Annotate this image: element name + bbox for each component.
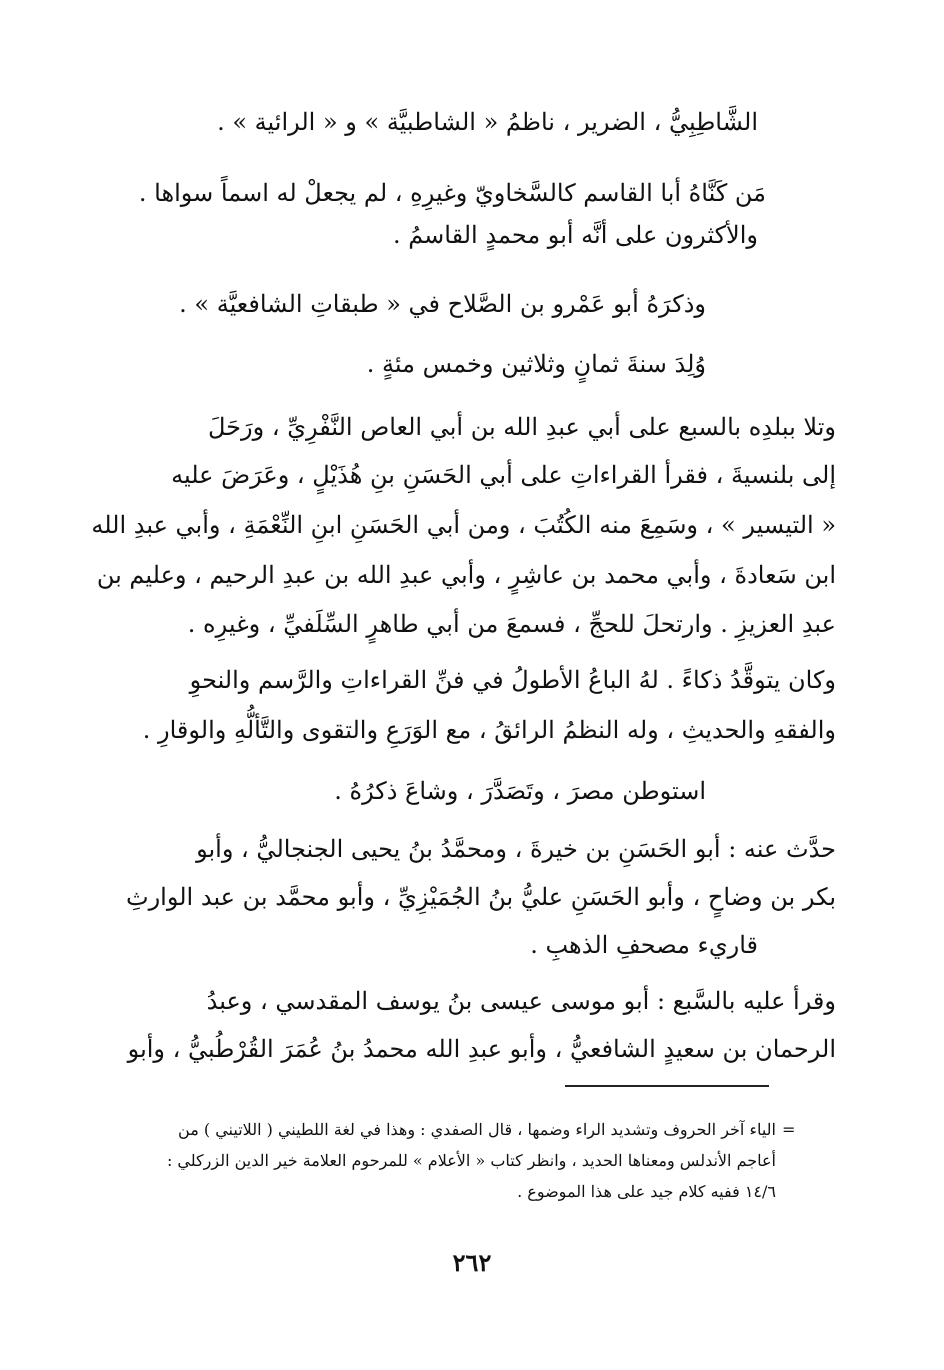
text-line: مَن كَنَّاهُ أبا القاسم كالسَّخاويّ وغيرِهِ ، لم يجعلْ له اسماً سواها . <box>138 179 766 207</box>
text-line: وذكرَهُ أبو عَمْرو بن الصَّلاح في « طبقاتِ الشافعيَّة » . <box>179 290 706 318</box>
text-line: إلى بلنسيةَ ، فقرأ القراءاتِ على أبي الحَسَنِ بنِ هُذَيْلٍ ، وعَرَضَ عليه <box>171 461 836 489</box>
text-line: ابن سَعادةَ ، وأبي محمد بن عاشِرٍ ، وأبي عبدِ الله بن عبدِ الرحيم ، وعليم بن <box>96 561 836 589</box>
text-line: حدَّث عنه : أبو الحَسَنِ بن خيرةَ ، ومحمَّدُ بنُ يحيى الجنجاليُّ ، وأبو <box>196 835 836 863</box>
text-line: الرحمان بن سعيدٍ الشافعيُّ ، وأبو عبدِ الله محمدُ بنُ عُمَرَ القُرْطُبيُّ ، وأبو <box>127 1035 836 1063</box>
text-line: بكر بن وضاحٍ ، وأبو الحَسَنِ عليُّ بنُ الجُمَيْزِيِّ ، وأبو محمَّد بن عبد الوارثِ <box>125 883 836 911</box>
text-line: « التيسير » ، وسَمِعَ منه الكُتُبَ ، ومن أبي الحَسَنِ ابنِ النِّعْمَةِ ، وأبي عبدِ الله <box>91 511 836 539</box>
text-line: قاريء مصحفِ الذهبِ . <box>530 931 758 959</box>
text-line: الشَّاطِبِيُّ ، الضرير ، ناظمُ « الشاطبيَّة » و « الرائية » . <box>217 108 758 136</box>
text-line: وتلا ببلدِه بالسبع على أبي عبدِ الله بن أبي العاص النَّفْرِيِّ ، ورَحَلَ <box>208 413 836 441</box>
text-line: والأكثرون على أنَّه أبو محمدٍ القاسمُ . <box>392 221 758 249</box>
footnote-separator <box>565 1085 769 1087</box>
text-line: استوطن مصرَ ، وتَصَدَّرَ ، وشاعَ ذكرُهُ . <box>334 777 706 805</box>
footnote-line: ١٤/٦ ففيه كلام جيد على هذا الموضوع . <box>517 1182 776 1201</box>
text-line: وُلِدَ سنةَ ثمانٍ وثلاثين وخمس مئةٍ . <box>366 350 706 378</box>
text-line: والفقهِ والحديثِ ، وله النظمُ الرائقُ ، مع الوَرَعِ والتقوى والتَّألُّهِ والوقارِ . <box>142 716 836 744</box>
text-line: وكان يتوقَّدُ ذكاءً . لهُ الباعُ الأطولُ في فنِّ القراءاتِ والرَّسم والنحوِ <box>189 666 836 694</box>
footnote-continuation-marker: = <box>782 1120 796 1139</box>
text-line: عبدِ العزيزِ . وارتحلَ للحجِّ ، فسمعَ من أبي طاهرٍ السِّلَفيِّ ، وغيرِه . <box>187 610 836 638</box>
footnote-line: الياء آخر الحروف وتشديد الراء وضمها ، قال الصفدي : وهذا في لغة اللطيني ( اللاتيني ) من <box>178 1120 776 1139</box>
page-number: ٢٦٢ <box>452 1248 492 1277</box>
footnote-line: أعاجم الأندلس ومعناها الحديد ، وانظر كتاب « الأعلام » للمرحوم العلامة خير الدين الزركلي : <box>166 1151 776 1170</box>
text-line: وقرأ عليه بالسَّبع : أبو موسى عيسى بنُ يوسف المقدسي ، وعبدُ <box>206 987 836 1015</box>
